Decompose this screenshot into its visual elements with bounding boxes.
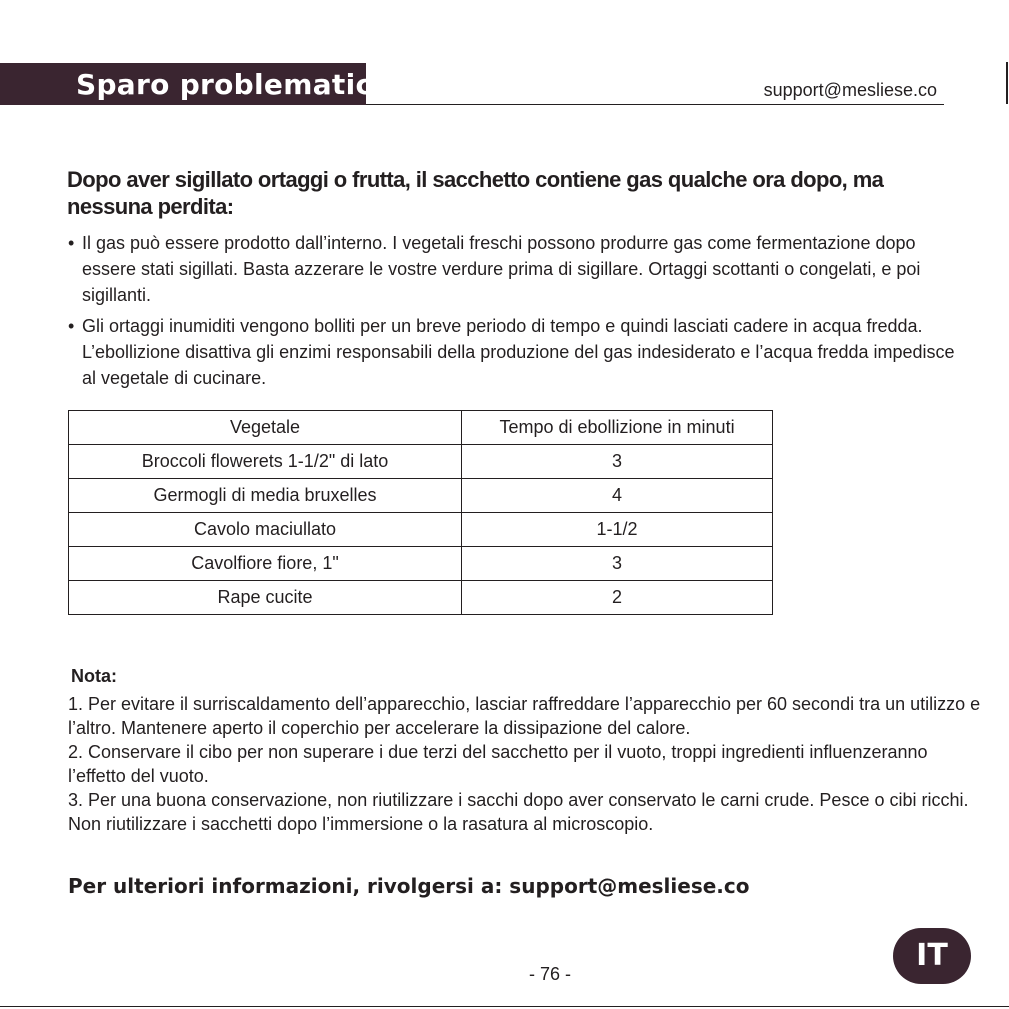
page-number-row [0,964,1009,985]
page-edge-mark [1006,62,1008,104]
note-item: 3. Per una buona conservazione, non riutilizzare i sacchi dopo aver conservato le carni crude. Pesce o cibi ricchi. Non riutilizzare i sacchetti dopo l’immersione o la rasatura al microscopio. [68,790,969,834]
bullet-dot-icon: • [68,316,75,336]
table-cell-vegetable: Rape cucite [69,581,462,615]
bullet-text: Gli ortaggi inumiditi vengono bolliti per un breve periodo di tempo e quindi lasciati cadere in acqua fredda. L’ebollizione disattiva gli enzimi responsabili della produzione del gas indesiderato e l’acqua fredda impedisce al vegetale di cucinare. [82,316,955,388]
bullet-list [68,230,968,396]
table-cell-time: 3 [462,547,773,581]
note-item: 2. Conservare il cibo per non superare i due terzi del sacchetto per il vuoto, troppi ingredienti influenzeranno l’effetto del vuoto. [68,742,928,786]
section-heading: Dopo aver sigillato ortaggi o frutta, il sacchetto contiene gas qualche ora dopo, ma nessuna perdita: [67,167,884,219]
header-support-email: support@mesliese.co [763,80,937,100]
language-badge: IT [893,928,971,984]
table-cell-time: 4 [462,479,773,513]
page-title: Sparo problematico [76,68,392,101]
more-info-line: Per ulteriori informazioni, rivolgersi a: support@mesliese.co [68,874,750,898]
bullet-item [68,313,968,391]
table-cell-time: 1-1/2 [462,513,773,547]
note-item: 1. Per evitare il surriscaldamento dell’apparecchio, lasciar raffreddare l’apparecchio per 60 secondi tra un utilizzo e l’altro. Mantenere aperto il coperchio per accelerare la dissipazione del calore. [68,694,981,738]
table-cell-time: 3 [462,445,773,479]
note-label: Nota: [71,666,117,686]
bullet-text: Il gas può essere prodotto dall’interno. I vegetali freschi possono produrre gas come fermentazione dopo essere stati sigillati. Basta azzerare le vostre verdure prima di sigillare. Ortaggi scottanti o congelati, e poi sigillanti. [82,233,921,305]
bullet-dot-icon: • [68,233,75,253]
table-header-row [69,411,773,445]
table-header-time: Tempo di ebollizione in minuti [462,411,773,445]
table-cell-vegetable: Germogli di media bruxelles [69,479,462,513]
page-number: - 76 - [528,964,571,984]
table-cell-time: 2 [462,581,773,615]
table-cell-vegetable: Cavolfiore fiore, 1" [69,547,462,581]
blanching-table [68,410,773,615]
header-divider [366,104,944,105]
table-row [69,547,773,581]
table-cell-vegetable: Cavolo maciullato [69,513,462,547]
table-row [69,581,773,615]
table-row [69,513,773,547]
table-row [69,445,773,479]
bottom-rule [0,1006,1009,1007]
table-header-vegetable: Vegetale [69,411,462,445]
table-cell-vegetable: Broccoli flowerets 1-1/2" di lato [69,445,462,479]
table-row [69,479,773,513]
bullet-item [68,230,968,308]
note-list [68,692,988,836]
